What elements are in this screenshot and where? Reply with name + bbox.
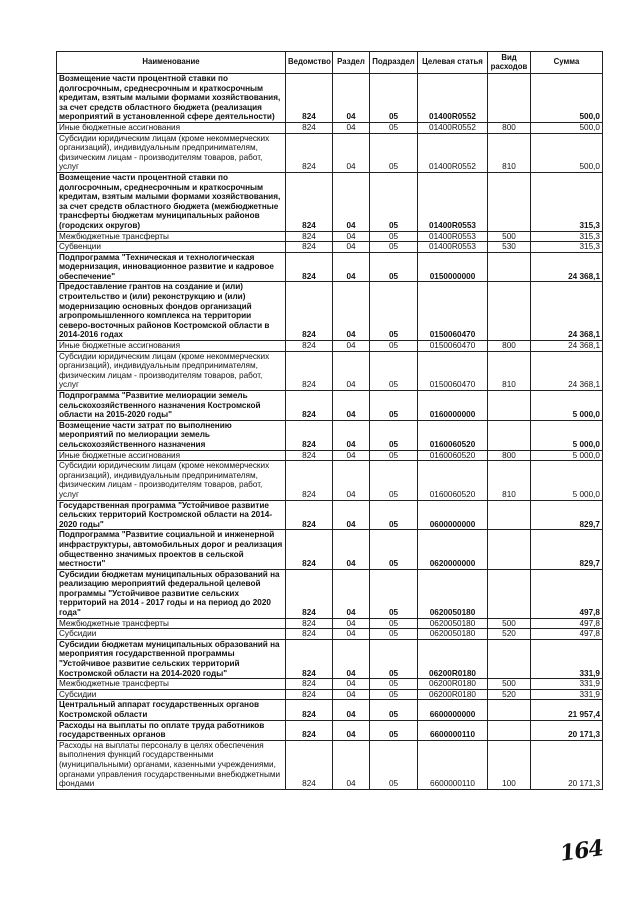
cell-kind — [488, 639, 531, 678]
cell-kind: 810 — [488, 461, 531, 500]
cell-name: Межбюджетные трансферты — [57, 231, 286, 242]
cell-section: 04 — [333, 700, 370, 720]
table-row — [57, 500, 603, 530]
cell-dept: 824 — [286, 282, 333, 341]
cell-kind: 520 — [488, 689, 531, 700]
header-target: Целевая статья — [418, 52, 488, 74]
cell-section: 04 — [333, 629, 370, 640]
cell-sum: 331,9 — [531, 639, 603, 678]
cell-sum: 497,8 — [531, 629, 603, 640]
cell-subsection: 05 — [370, 391, 418, 421]
cell-subsection: 05 — [370, 133, 418, 172]
cell-name: Возмещение части затрат по выполнению мероприятий по мелиорации земель сельскохозяйственного назначения — [57, 420, 286, 450]
cell-dept: 824 — [286, 618, 333, 629]
cell-subsection: 05 — [370, 530, 418, 569]
cell-target: 01400R0553 — [418, 242, 488, 253]
table-row — [57, 639, 603, 678]
cell-sum: 500,0 — [531, 74, 603, 123]
cell-section: 04 — [333, 740, 370, 789]
cell-sum: 315,3 — [531, 231, 603, 242]
cell-subsection: 05 — [370, 122, 418, 133]
cell-target: 0620000000 — [418, 530, 488, 569]
cell-dept: 824 — [286, 341, 333, 352]
cell-name: Расходы на выплаты по оплате труда работников государственных органов — [57, 720, 286, 740]
cell-dept: 824 — [286, 231, 333, 242]
cell-subsection: 05 — [370, 172, 418, 231]
cell-sum: 20 171,3 — [531, 720, 603, 740]
cell-sum: 24 368,1 — [531, 282, 603, 341]
cell-target: 0600000000 — [418, 500, 488, 530]
cell-target: 0620050180 — [418, 629, 488, 640]
cell-sum: 5 000,0 — [531, 420, 603, 450]
cell-section: 04 — [333, 461, 370, 500]
cell-section: 04 — [333, 231, 370, 242]
header-section: Раздел — [333, 52, 370, 74]
cell-kind: 500 — [488, 679, 531, 690]
cell-sum: 497,8 — [531, 569, 603, 618]
cell-subsection: 05 — [370, 500, 418, 530]
cell-section: 04 — [333, 679, 370, 690]
cell-subsection: 05 — [370, 740, 418, 789]
cell-section: 04 — [333, 500, 370, 530]
table-row — [57, 740, 603, 789]
cell-dept: 824 — [286, 242, 333, 253]
cell-dept: 824 — [286, 351, 333, 390]
table-row — [57, 679, 603, 690]
table-row — [57, 720, 603, 740]
cell-subsection: 05 — [370, 679, 418, 690]
cell-kind — [488, 252, 531, 282]
cell-subsection: 05 — [370, 74, 418, 123]
cell-sum: 5 000,0 — [531, 461, 603, 500]
cell-target: 0620050180 — [418, 618, 488, 629]
cell-name: Субсидии юридическим лицам (кроме некоммерческих организаций), индивидуальным предпринимателям, физическим лицам - производителям товаров, работ, услуг — [57, 133, 286, 172]
cell-section: 04 — [333, 618, 370, 629]
cell-subsection: 05 — [370, 639, 418, 678]
cell-section: 04 — [333, 689, 370, 700]
cell-sum: 24 368,1 — [531, 351, 603, 390]
cell-sum: 21 957,4 — [531, 700, 603, 720]
cell-section: 04 — [333, 242, 370, 253]
cell-sum: 5 000,0 — [531, 391, 603, 421]
cell-section: 04 — [333, 282, 370, 341]
cell-dept: 824 — [286, 133, 333, 172]
cell-kind — [488, 172, 531, 231]
cell-target: 01400R0553 — [418, 231, 488, 242]
cell-target: 0620050180 — [418, 569, 488, 618]
cell-dept: 824 — [286, 461, 333, 500]
cell-dept: 824 — [286, 639, 333, 678]
table-row — [57, 231, 603, 242]
cell-subsection: 05 — [370, 720, 418, 740]
cell-section: 04 — [333, 122, 370, 133]
cell-sum: 5 000,0 — [531, 450, 603, 461]
cell-section: 04 — [333, 133, 370, 172]
table-row — [57, 341, 603, 352]
cell-name: Межбюджетные трансферты — [57, 679, 286, 690]
table-row — [57, 252, 603, 282]
cell-subsection: 05 — [370, 242, 418, 253]
table-row — [57, 282, 603, 341]
cell-target: 01400R0553 — [418, 172, 488, 231]
cell-name: Иные бюджетные ассигнования — [57, 341, 286, 352]
cell-dept: 824 — [286, 252, 333, 282]
cell-target: 01400R0552 — [418, 74, 488, 123]
cell-name: Субсидии — [57, 629, 286, 640]
table-row — [57, 391, 603, 421]
cell-target: 06200R0180 — [418, 679, 488, 690]
cell-name: Субсидии юридическим лицам (кроме некоммерческих организаций), индивидуальным предпринимателям, физическим лицам - производителям товаров, работ, услуг — [57, 351, 286, 390]
cell-name: Предоставление грантов на создание и (или) строительство и (или) реконструкцию и (или) модернизацию основных фондов организаций агропромышленного комплекса на территории северо-восточных районов Костромской области в 2014-2016 годах — [57, 282, 286, 341]
cell-subsection: 05 — [370, 231, 418, 242]
cell-dept: 824 — [286, 689, 333, 700]
cell-name: Субсидии — [57, 689, 286, 700]
cell-sum: 315,3 — [531, 242, 603, 253]
table-row — [57, 530, 603, 569]
cell-kind — [488, 720, 531, 740]
cell-section: 04 — [333, 351, 370, 390]
cell-sum: 497,8 — [531, 618, 603, 629]
cell-subsection: 05 — [370, 252, 418, 282]
table-row — [57, 461, 603, 500]
cell-kind: 810 — [488, 351, 531, 390]
cell-section: 04 — [333, 252, 370, 282]
cell-name: Субвенции — [57, 242, 286, 253]
cell-section: 04 — [333, 420, 370, 450]
cell-dept: 824 — [286, 700, 333, 720]
cell-name: Подпрограмма "Техническая и технологическая модернизация, инновационное развитие и кадровое обеспечение" — [57, 252, 286, 282]
cell-subsection: 05 — [370, 569, 418, 618]
table-row — [57, 420, 603, 450]
cell-sum: 829,7 — [531, 530, 603, 569]
cell-dept: 824 — [286, 172, 333, 231]
table-row — [57, 618, 603, 629]
cell-dept: 824 — [286, 740, 333, 789]
cell-subsection: 05 — [370, 450, 418, 461]
cell-kind: 520 — [488, 629, 531, 640]
cell-subsection: 05 — [370, 629, 418, 640]
table-row — [57, 122, 603, 133]
cell-name: Субсидии юридическим лицам (кроме некоммерческих организаций), индивидуальным предпринимателям, физическим лицам - производителям товаров, работ, услуг — [57, 461, 286, 500]
cell-dept: 824 — [286, 530, 333, 569]
cell-dept: 824 — [286, 679, 333, 690]
cell-kind: 500 — [488, 618, 531, 629]
header-kind: Вид расходов — [488, 52, 531, 74]
table-row — [57, 172, 603, 231]
cell-name: Подпрограмма "Развитие социальной и инженерной инфраструктуры, автомобильных дорог и реализация общественно значимых проектов в сельской местности" — [57, 530, 286, 569]
cell-dept: 824 — [286, 450, 333, 461]
cell-dept: 824 — [286, 500, 333, 530]
cell-target: 01400R0552 — [418, 122, 488, 133]
cell-name: Расходы на выплаты персоналу в целях обеспечения выполнения функций государственными (муниципальными) органами, казенными учреждениями, органами управления государственными внебюджетными фондами — [57, 740, 286, 789]
header-subsection: Подраздел — [370, 52, 418, 74]
cell-section: 04 — [333, 639, 370, 678]
cell-name: Субсидии бюджетам муниципальных образований на реализацию мероприятий федеральной целевой программы "Устойчивое развитие сельских территорий на 2014 - 2017 годы и на период до 2020 года" — [57, 569, 286, 618]
cell-target: 6600000110 — [418, 720, 488, 740]
cell-name: Подпрограмма "Развитие мелиорации земель сельскохозяйственного назначения Костромской области на 2015-2020 годы" — [57, 391, 286, 421]
cell-name: Иные бюджетные ассигнования — [57, 450, 286, 461]
cell-target: 0160060520 — [418, 450, 488, 461]
cell-target: 0160060520 — [418, 420, 488, 450]
cell-kind: 530 — [488, 242, 531, 253]
cell-section: 04 — [333, 720, 370, 740]
cell-kind — [488, 420, 531, 450]
header-name: Наименование — [57, 52, 286, 74]
cell-sum: 20 171,3 — [531, 740, 603, 789]
table-header-row — [57, 52, 603, 74]
budget-table — [56, 51, 603, 790]
cell-kind — [488, 500, 531, 530]
cell-kind: 810 — [488, 133, 531, 172]
cell-name: Центральный аппарат государственных органов Костромской области — [57, 700, 286, 720]
cell-name: Межбюджетные трансферты — [57, 618, 286, 629]
cell-sum: 331,9 — [531, 679, 603, 690]
cell-section: 04 — [333, 391, 370, 421]
cell-target: 0150060470 — [418, 282, 488, 341]
cell-name: Субсидии бюджетам муниципальных образований на мероприятия государственной программы "Устойчивое развитие сельских территорий Костромской области на 2014-2020 годы" — [57, 639, 286, 678]
cell-dept: 824 — [286, 420, 333, 450]
cell-kind — [488, 530, 531, 569]
cell-section: 04 — [333, 74, 370, 123]
cell-section: 04 — [333, 569, 370, 618]
table-row — [57, 242, 603, 253]
cell-target: 06200R0180 — [418, 689, 488, 700]
cell-kind — [488, 700, 531, 720]
cell-dept: 824 — [286, 122, 333, 133]
cell-target: 6600000110 — [418, 740, 488, 789]
cell-target: 0150000000 — [418, 252, 488, 282]
header-dept: Ведомство — [286, 52, 333, 74]
table-row — [57, 450, 603, 461]
cell-dept: 824 — [286, 391, 333, 421]
table-row — [57, 569, 603, 618]
cell-target: 01400R0552 — [418, 133, 488, 172]
cell-name: Иные бюджетные ассигнования — [57, 122, 286, 133]
cell-subsection: 05 — [370, 689, 418, 700]
cell-name: Возмещение части процентной ставки по долгосрочным, среднесрочным и краткосрочным кредитам, взятым малыми формами хозяйствования, за счет средств областного бюджета (реализация мероприятий в установленной сфере деятельности) — [57, 74, 286, 123]
cell-kind — [488, 569, 531, 618]
cell-kind: 100 — [488, 740, 531, 789]
cell-sum: 829,7 — [531, 500, 603, 530]
table-row — [57, 629, 603, 640]
table-row — [57, 74, 603, 123]
cell-name: Возмещение части процентной ставки по долгосрочным, среднесрочным и краткосрочным кредитам, взятым малыми формами хозяйствования, за счет средств областного бюджета (межбюджетные трансферты бюджетам муниципальных районов (городских округов) — [57, 172, 286, 231]
cell-subsection: 05 — [370, 351, 418, 390]
table-row — [57, 351, 603, 390]
cell-subsection: 05 — [370, 618, 418, 629]
cell-kind — [488, 391, 531, 421]
cell-kind — [488, 74, 531, 123]
cell-target: 0160060520 — [418, 461, 488, 500]
cell-sum: 315,3 — [531, 172, 603, 231]
cell-sum: 500,0 — [531, 122, 603, 133]
cell-section: 04 — [333, 341, 370, 352]
cell-subsection: 05 — [370, 700, 418, 720]
cell-subsection: 05 — [370, 341, 418, 352]
table-row — [57, 133, 603, 172]
cell-target: 0150060470 — [418, 341, 488, 352]
header-sum: Сумма — [531, 52, 603, 74]
cell-target: 6600000000 — [418, 700, 488, 720]
cell-sum: 24 368,1 — [531, 341, 603, 352]
cell-subsection: 05 — [370, 461, 418, 500]
cell-kind: 800 — [488, 450, 531, 461]
cell-target: 0160000000 — [418, 391, 488, 421]
cell-section: 04 — [333, 450, 370, 461]
table-body — [57, 74, 603, 790]
page-number: 164 — [558, 835, 605, 867]
cell-subsection: 05 — [370, 420, 418, 450]
cell-dept: 824 — [286, 74, 333, 123]
cell-kind — [488, 282, 531, 341]
cell-section: 04 — [333, 172, 370, 231]
cell-kind: 800 — [488, 122, 531, 133]
cell-sum: 331,9 — [531, 689, 603, 700]
cell-section: 04 — [333, 530, 370, 569]
table-row — [57, 700, 603, 720]
cell-sum: 500,0 — [531, 133, 603, 172]
cell-sum: 24 368,1 — [531, 252, 603, 282]
cell-target: 06200R0180 — [418, 639, 488, 678]
cell-subsection: 05 — [370, 282, 418, 341]
cell-kind: 800 — [488, 341, 531, 352]
cell-target: 0150060470 — [418, 351, 488, 390]
cell-dept: 824 — [286, 569, 333, 618]
table-row — [57, 689, 603, 700]
cell-dept: 824 — [286, 720, 333, 740]
cell-dept: 824 — [286, 629, 333, 640]
cell-kind: 500 — [488, 231, 531, 242]
cell-name: Государственная программа "Устойчивое развитие сельских территорий Костромской области на 2014-2020 годы" — [57, 500, 286, 530]
